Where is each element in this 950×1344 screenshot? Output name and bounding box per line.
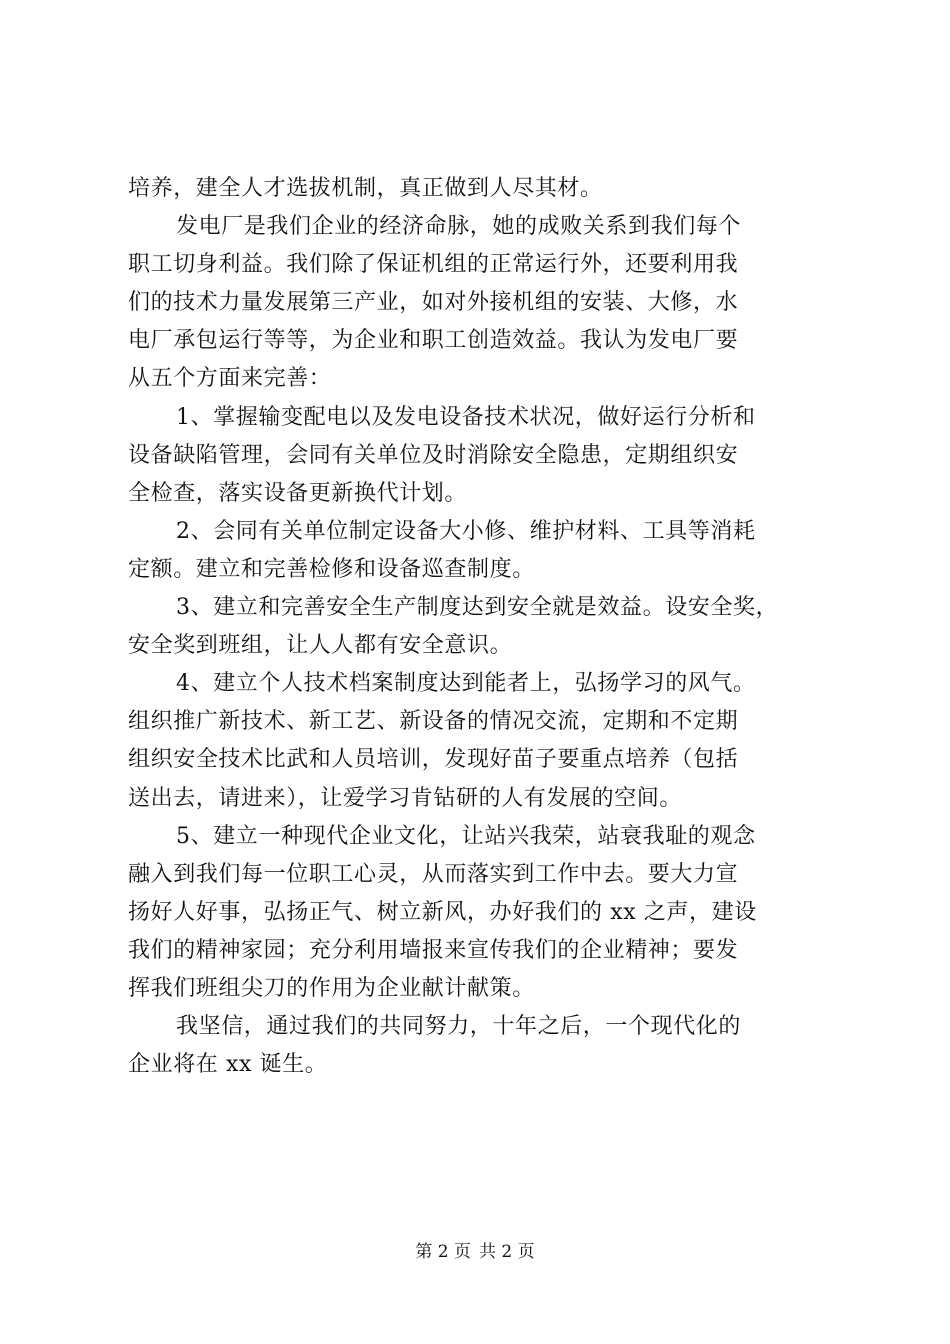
text-line: 电厂承包运行等等，为企业和职工创造效益。我认为发电厂要 (128, 328, 739, 354)
text-line: 3、建立和完善安全生产制度达到安全就是效益。设安全奖， (176, 595, 779, 621)
text-line: 融入到我们每一位职工心灵，从而落实到工作中去。要大力宣 (128, 861, 739, 887)
text-line: 挥我们班组尖刀的作用为企业献计献策。 (128, 975, 535, 1001)
text-line: 安全奖到班组，让人人都有安全意识。 (128, 633, 513, 659)
text-line: 2、会同有关单位制定设备大小修、维护材料、工具等消耗 (176, 518, 756, 544)
text-line: 我坚信，通过我们的共同努力，十年之后，一个现代化的 (176, 1014, 742, 1040)
text-line: 5、建立一种现代企业文化，让站兴我荣，站衰我耻的观念 (176, 823, 756, 849)
text-line: 1、掌握输变配电以及发电设备技术状况，做好运行分析和 (176, 404, 756, 430)
text-line: 发电厂是我们企业的经济命脉，她的成败关系到我们每个 (176, 214, 742, 240)
text-line: 全检查，落实设备更新换代计划。 (128, 480, 468, 506)
text-line: 从五个方面来完善： (128, 366, 332, 392)
text-line: 们的技术力量发展第三产业，如对外接机组的安装、大修，水 (128, 290, 739, 316)
text-line: 职工切身利益。我们除了保证机组的正常运行外，还要利用我 (128, 252, 739, 278)
text-line: 我们的精神家园；充分利用墙报来宣传我们的企业精神；要发 (128, 937, 739, 963)
text-line: 送出去，请进来），让爱学习肯钻研的人有发展的空间。 (128, 785, 683, 811)
text-line: 企业将在 xx 诞生。 (128, 1052, 328, 1078)
page-number-current: 第 2 页 (415, 1242, 471, 1262)
text-line: 培养，建全人才选拔机制，真正做到人尽其材。 (128, 176, 603, 201)
page-number-total: 共 2 页 (479, 1242, 535, 1262)
text-line: 扬好人好事，弘扬正气、树立新风，办好我们的 xx 之声，建设 (128, 899, 757, 925)
text-line: 组织推广新技术、新工艺、新设备的情况交流，定期和不定期 (128, 709, 739, 735)
text-line: 设备缺陷管理，会同有关单位及时消除安全隐患，定期组织安 (128, 442, 739, 468)
page-footer (0, 1240, 950, 1264)
text-line: 4、建立个人技术档案制度达到能者上，弘扬学习的风气。 (176, 671, 756, 697)
text-line: 定额。建立和完善检修和设备巡查制度。 (128, 556, 535, 582)
text-line: 组织安全技术比武和人员培训，发现好苗子要重点培养（包括 (128, 747, 739, 773)
document-body (128, 170, 828, 1084)
